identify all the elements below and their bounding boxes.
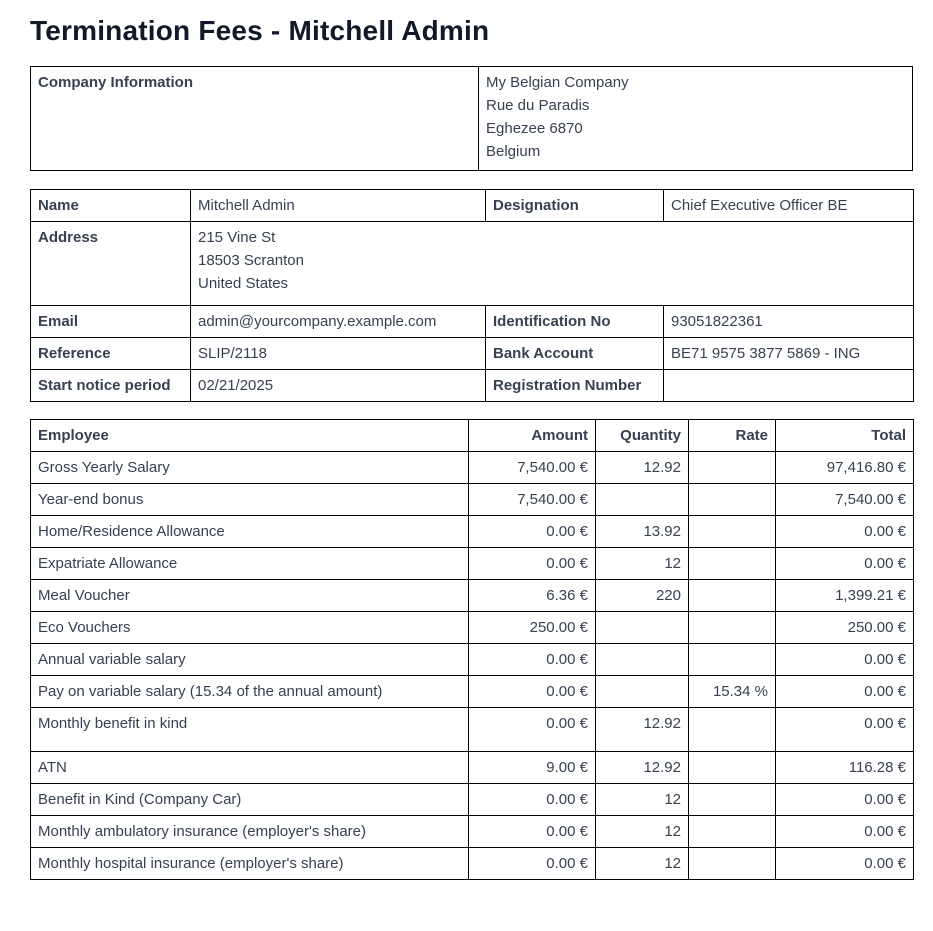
fee-quantity-cell: 12 bbox=[596, 848, 689, 880]
designation-value: Chief Executive Officer BE bbox=[664, 190, 914, 222]
fee-total-cell: 0.00 € bbox=[776, 516, 914, 548]
fee-amount-cell: 0.00 € bbox=[469, 784, 596, 816]
fee-amount-cell: 250.00 € bbox=[469, 612, 596, 644]
fee-row-monthly-hospital-insurance bbox=[31, 848, 914, 880]
page-title: Termination Fees - Mitchell Admin bbox=[30, 15, 490, 46]
fee-total-cell: 250.00 € bbox=[776, 612, 914, 644]
fee-label-cell: Meal Voucher bbox=[31, 580, 469, 612]
fee-row-benefit-in-kind-company-car bbox=[31, 784, 914, 816]
fee-rate-cell bbox=[689, 548, 776, 580]
start-notice-row bbox=[31, 370, 914, 402]
fee-rate-cell bbox=[689, 644, 776, 676]
fee-label-cell: Gross Yearly Salary bbox=[31, 452, 469, 484]
reference-row bbox=[31, 338, 914, 370]
fee-rate-cell bbox=[689, 848, 776, 880]
fees-header-row bbox=[31, 420, 914, 452]
employee-details-table bbox=[30, 189, 914, 402]
fee-rate-cell bbox=[689, 580, 776, 612]
fee-rate-cell bbox=[689, 452, 776, 484]
fee-total-cell: 0.00 € bbox=[776, 708, 914, 752]
start-notice-label: Start notice period bbox=[31, 370, 191, 402]
fee-quantity-cell bbox=[596, 644, 689, 676]
designation-label: Designation bbox=[486, 190, 664, 222]
fee-label-cell: Monthly hospital insurance (employer's share) bbox=[31, 848, 469, 880]
fee-quantity-cell: 12.92 bbox=[596, 452, 689, 484]
reference-label: Reference bbox=[31, 338, 191, 370]
fee-label-cell: Benefit in Kind (Company Car) bbox=[31, 784, 469, 816]
fee-row-expatriate-allowance bbox=[31, 548, 914, 580]
fee-label-cell: Eco Vouchers bbox=[31, 612, 469, 644]
fee-label-cell: ATN bbox=[31, 752, 469, 784]
fee-quantity-cell bbox=[596, 676, 689, 708]
company-street-line: Rue du Paradis bbox=[486, 97, 590, 114]
fee-rate-cell bbox=[689, 708, 776, 752]
fee-quantity-cell: 220 bbox=[596, 580, 689, 612]
fee-amount-cell: 0.00 € bbox=[469, 548, 596, 580]
fee-total-cell: 0.00 € bbox=[776, 784, 914, 816]
fee-amount-cell: 0.00 € bbox=[469, 848, 596, 880]
bank-account-label: Bank Account bbox=[486, 338, 664, 370]
company-info-table bbox=[30, 66, 913, 171]
address-row bbox=[31, 222, 914, 306]
registration-value bbox=[664, 370, 914, 402]
fee-total-cell: 0.00 € bbox=[776, 548, 914, 580]
email-label: Email bbox=[31, 306, 191, 338]
fee-total-cell: 0.00 € bbox=[776, 848, 914, 880]
fee-rate-cell bbox=[689, 612, 776, 644]
fee-quantity-cell bbox=[596, 484, 689, 516]
address-value bbox=[191, 222, 914, 306]
fee-total-cell: 7,540.00 € bbox=[776, 484, 914, 516]
fee-total-cell: 0.00 € bbox=[776, 644, 914, 676]
registration-label: Registration Number bbox=[486, 370, 664, 402]
company-info-label: Company Information bbox=[31, 67, 479, 171]
name-label: Name bbox=[31, 190, 191, 222]
email-row bbox=[31, 306, 914, 338]
fee-amount-cell: 9.00 € bbox=[469, 752, 596, 784]
header-total: Total bbox=[776, 420, 914, 452]
name-value: Mitchell Admin bbox=[191, 190, 486, 222]
fee-amount-cell: 0.00 € bbox=[469, 708, 596, 752]
fee-quantity-cell: 12.92 bbox=[596, 752, 689, 784]
fee-total-cell: 0.00 € bbox=[776, 676, 914, 708]
identification-value: 93051822361 bbox=[664, 306, 914, 338]
fee-quantity-cell: 12 bbox=[596, 816, 689, 848]
company-info-value bbox=[479, 67, 913, 171]
fee-row-atn bbox=[31, 752, 914, 784]
fee-amount-cell: 7,540.00 € bbox=[469, 452, 596, 484]
fee-row-home-residence-allowance bbox=[31, 516, 914, 548]
fee-label-cell: Year-end bonus bbox=[31, 484, 469, 516]
fee-quantity-cell bbox=[596, 612, 689, 644]
bank-account-value: BE71 9575 3877 5869 - ING bbox=[664, 338, 914, 370]
fee-total-cell: 1,399.21 € bbox=[776, 580, 914, 612]
fee-row-pay-on-variable-salary bbox=[31, 676, 914, 708]
fee-label-cell: Annual variable salary bbox=[31, 644, 469, 676]
header-quantity: Quantity bbox=[596, 420, 689, 452]
reference-value: SLIP/2118 bbox=[191, 338, 486, 370]
identification-label: Identification No bbox=[486, 306, 664, 338]
fee-amount-cell: 0.00 € bbox=[469, 816, 596, 848]
company-name-line: My Belgian Company bbox=[486, 74, 629, 91]
fee-row-annual-variable-salary bbox=[31, 644, 914, 676]
fee-quantity-cell: 12 bbox=[596, 548, 689, 580]
address-city-line: 18503 Scranton bbox=[198, 252, 304, 269]
fee-rate-cell bbox=[689, 816, 776, 848]
fee-rate-cell bbox=[689, 516, 776, 548]
fee-amount-cell: 6.36 € bbox=[469, 580, 596, 612]
header-employee: Employee bbox=[31, 420, 469, 452]
fee-row-year-end-bonus bbox=[31, 484, 914, 516]
address-label: Address bbox=[31, 222, 191, 306]
address-country-line: United States bbox=[198, 275, 289, 292]
fee-label-cell: Expatriate Allowance bbox=[31, 548, 469, 580]
fee-amount-cell: 7,540.00 € bbox=[469, 484, 596, 516]
company-city-line: Eghezee 6870 bbox=[486, 120, 583, 137]
fee-label-cell: Home/Residence Allowance bbox=[31, 516, 469, 548]
fee-label-cell: Pay on variable salary (15.34 of the annual amount) bbox=[31, 676, 469, 708]
fee-amount-cell: 0.00 € bbox=[469, 676, 596, 708]
email-value: admin@yourcompany.example.com bbox=[191, 306, 486, 338]
fee-quantity-cell: 13.92 bbox=[596, 516, 689, 548]
fees-table bbox=[30, 419, 914, 880]
fee-row-monthly-benefit-in-kind bbox=[31, 708, 914, 752]
start-notice-value: 02/21/2025 bbox=[191, 370, 486, 402]
fee-rate-cell bbox=[689, 752, 776, 784]
fee-row-eco-vouchers bbox=[31, 612, 914, 644]
fee-rate-cell bbox=[689, 484, 776, 516]
fee-rate-cell: 15.34 % bbox=[689, 676, 776, 708]
name-row bbox=[31, 190, 914, 222]
fee-row-monthly-ambulatory-insurance bbox=[31, 816, 914, 848]
header-amount: Amount bbox=[469, 420, 596, 452]
fee-total-cell: 116.28 € bbox=[776, 752, 914, 784]
fee-label-cell: Monthly benefit in kind bbox=[31, 708, 469, 752]
header-rate: Rate bbox=[689, 420, 776, 452]
fee-label-cell: Monthly ambulatory insurance (employer's share) bbox=[31, 816, 469, 848]
address-street-line: 215 Vine St bbox=[198, 229, 276, 246]
fee-amount-cell: 0.00 € bbox=[469, 516, 596, 548]
fee-total-cell: 0.00 € bbox=[776, 816, 914, 848]
company-country-line: Belgium bbox=[486, 143, 541, 160]
fee-quantity-cell: 12 bbox=[596, 784, 689, 816]
fee-row-gross-yearly-salary bbox=[31, 452, 914, 484]
fee-rate-cell bbox=[689, 784, 776, 816]
company-info-row bbox=[31, 67, 913, 171]
fee-quantity-cell: 12.92 bbox=[596, 708, 689, 752]
fee-total-cell: 97,416.80 € bbox=[776, 452, 914, 484]
fee-amount-cell: 0.00 € bbox=[469, 644, 596, 676]
fee-row-meal-voucher bbox=[31, 580, 914, 612]
